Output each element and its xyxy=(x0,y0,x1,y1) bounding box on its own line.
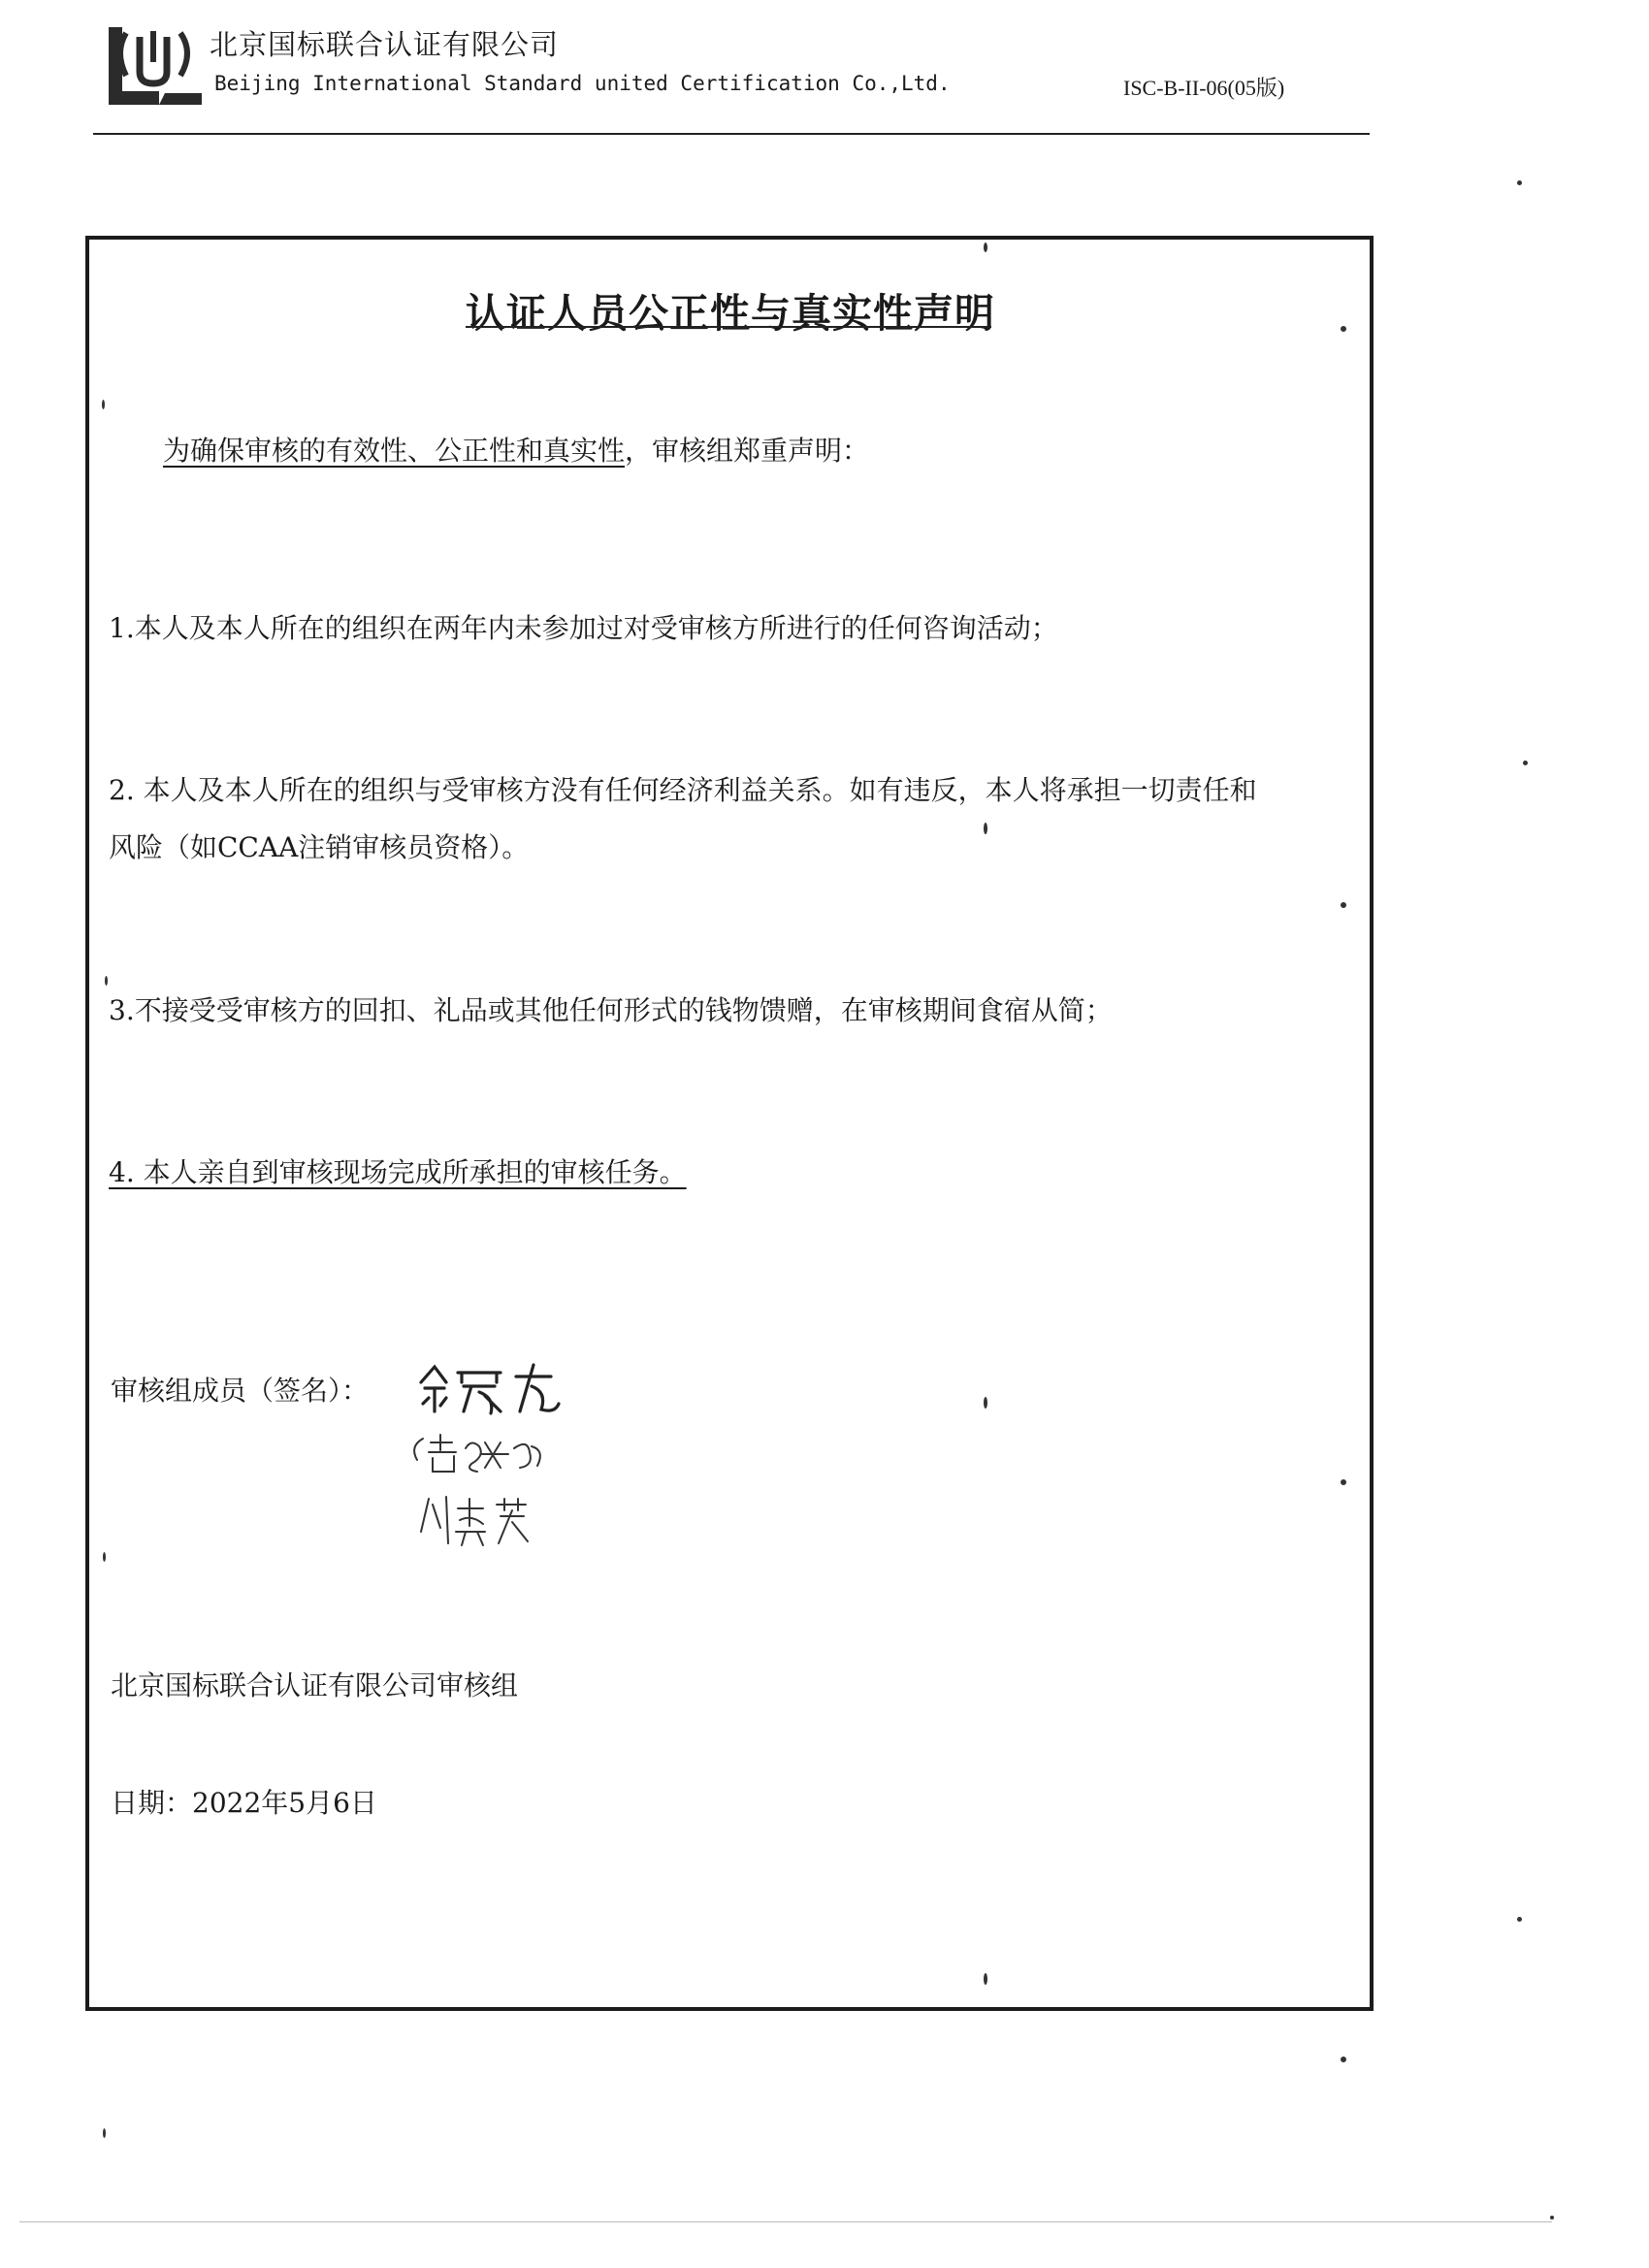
scan-speck xyxy=(984,243,987,252)
declaration-frame xyxy=(85,236,1374,2011)
intro-underlined-text: 为确保审核的有效性、公正性和真实性 xyxy=(163,435,626,467)
document-title: 认证人员公正性与真实性声明 xyxy=(466,290,995,337)
scan-edge-line xyxy=(19,2221,1552,2222)
scan-speck xyxy=(984,1397,987,1409)
declaration-item-2-line-1: 2. 本人及本人所在的组织与受审核方没有任何经济利益关系。如有违反，本人将承担一切责任和 xyxy=(109,774,1257,806)
audit-team-name: 北京国标联合认证有限公司审核组 xyxy=(111,1669,519,1701)
intro-rest-text: ，审核组郑重声明： xyxy=(625,435,870,467)
declaration-item-3: 3.不接受受审核方的回扣、礼品或其他任何形式的钱物馈赠，在审核期间食宿从简； xyxy=(109,994,1113,1026)
scan-speck xyxy=(1550,2216,1554,2219)
company-logo xyxy=(101,23,206,113)
scan-speck xyxy=(984,1973,987,1985)
scan-speck xyxy=(105,976,108,986)
scan-speck xyxy=(984,823,987,834)
header-rule xyxy=(93,133,1370,135)
declaration-item-4: 4. 本人亲自到审核现场完成所承担的审核任务。 xyxy=(109,1156,687,1188)
scan-speck xyxy=(1517,180,1522,185)
title-underline xyxy=(466,326,991,328)
declaration-date: 日期：2022年5月6日 xyxy=(111,1787,377,1819)
company-name-cn: 北京国标联合认证有限公司 xyxy=(210,28,560,61)
scan-speck xyxy=(102,400,105,409)
signature-3 xyxy=(421,1497,528,1545)
signature-1 xyxy=(421,1365,559,1413)
signature-2 xyxy=(414,1435,540,1472)
company-name-en: Beijing International Standard united Certification Co.,Ltd. xyxy=(214,72,951,95)
members-label: 审核组成员（签名）： xyxy=(111,1375,370,1407)
intro-paragraph xyxy=(163,437,869,465)
scan-speck xyxy=(1341,326,1346,332)
scan-speck xyxy=(103,1552,106,1562)
scan-speck xyxy=(1523,761,1528,765)
declaration-item-1: 1.本人及本人所在的组织在两年内未参加过对受审核方所进行的任何咨询活动； xyxy=(109,612,1058,644)
scan-speck xyxy=(1517,1917,1522,1922)
declaration-item-2-line-2: 风险（如CCAA注销审核员资格）。 xyxy=(109,831,530,863)
handwritten-signatures xyxy=(407,1353,601,1586)
scan-speck xyxy=(1341,902,1346,908)
scan-speck xyxy=(103,2128,106,2138)
scan-speck xyxy=(1341,2057,1346,2062)
scan-speck xyxy=(1341,1479,1346,1485)
form-code: ISC-B-II-06(05版) xyxy=(1123,76,1285,100)
